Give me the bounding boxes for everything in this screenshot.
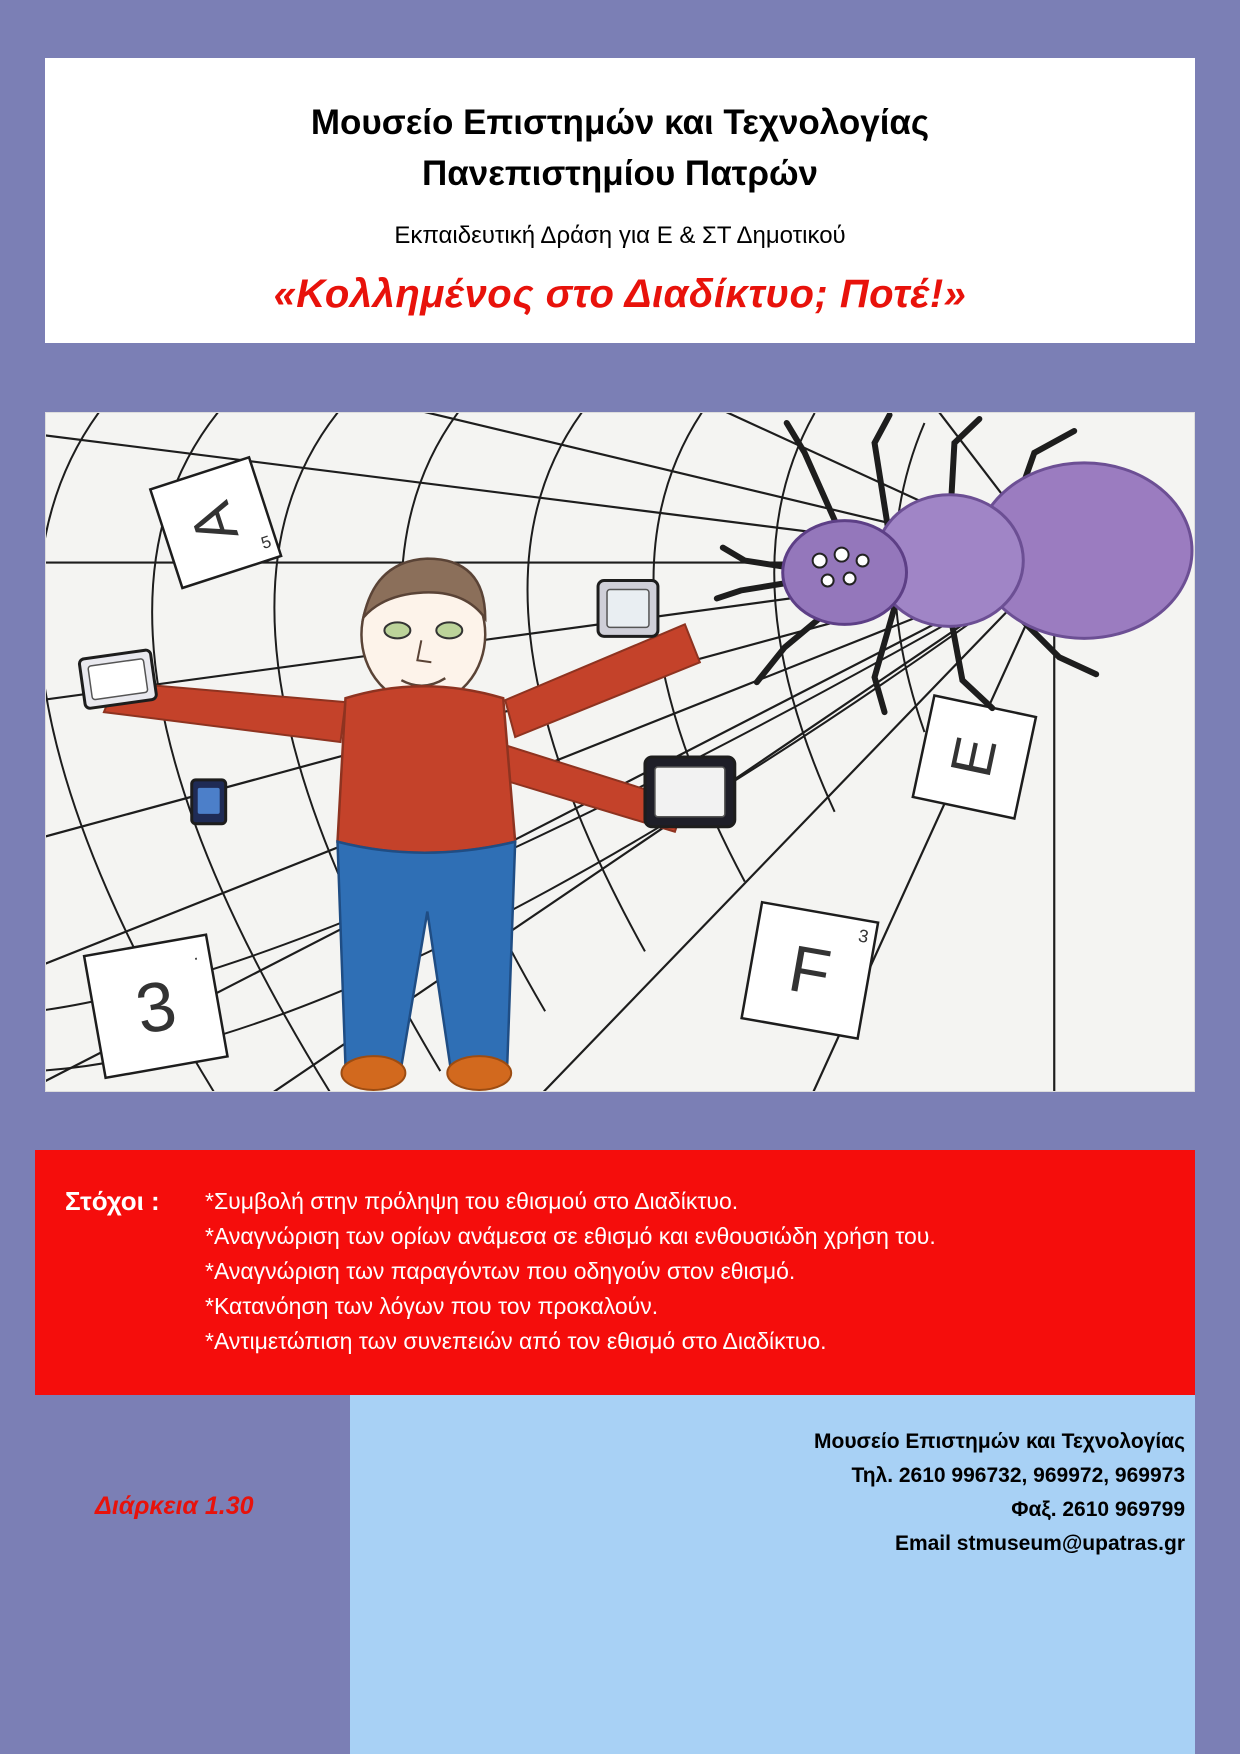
organization-line-1: Μουσείο Επιστημών και Τεχνολογίας <box>310 103 930 142</box>
contact-email: Email stmuseum@upatras.gr <box>894 1532 1185 1556</box>
goals-label: Στόχοι : <box>65 1186 160 1216</box>
list-item: *Αναγνώριση των ορίων ανάμεσα σε εθισμό και ενθουσιώδη χρήση του. <box>205 1222 936 1249</box>
goals-block <box>35 1150 1195 1395</box>
list-item: *Αναγνώριση των παραγόντων που οδηγούν στον εθισμό. <box>205 1257 796 1284</box>
svg-text:.: . <box>191 943 200 965</box>
header-block <box>45 58 1195 343</box>
contact-organization: Μουσείο Επιστημών και Τεχνολογίας <box>814 1430 1185 1453</box>
spider-web-drawing <box>46 413 1194 1091</box>
svg-text:5: 5 <box>258 531 274 553</box>
illustration-image <box>45 412 1195 1092</box>
list-item: *Συμβολή στην πρόληψη του εθισμού στο Διαδίκτυο. <box>205 1188 739 1214</box>
organization-line-2: Πανεπιστημίου Πατρών <box>421 153 819 193</box>
list-item: *Κατανόηση των λόγων που τον προκαλούν. <box>205 1292 659 1319</box>
contact-info <box>814 1425 1185 1561</box>
svg-text:3: 3 <box>856 925 871 947</box>
duration-label: Διάρκεια 1.30 <box>95 1492 254 1520</box>
page-title: «Κολλημένος στο Διαδίκτυο; Ποτέ!» <box>273 271 967 316</box>
svg-text:A: A <box>178 494 252 552</box>
goals-list <box>205 1184 936 1395</box>
svg-text:3: 3 <box>130 965 182 1049</box>
svg-text:E: E <box>939 731 1010 783</box>
svg-text:F: F <box>783 930 837 1011</box>
contact-fax: Φαξ. 2610 969799 <box>1011 1498 1185 1522</box>
event-subtitle: Εκπαιδευτική Δράση για Ε & ΣΤ Δημοτικού <box>394 221 846 249</box>
contact-phone: Τηλ. 2610 996732, 969972, 969973 <box>851 1464 1185 1488</box>
list-item: *Αντιμετώπιση των συνεπειών από τον εθισμό στο Διαδίκτυο. <box>205 1327 827 1354</box>
